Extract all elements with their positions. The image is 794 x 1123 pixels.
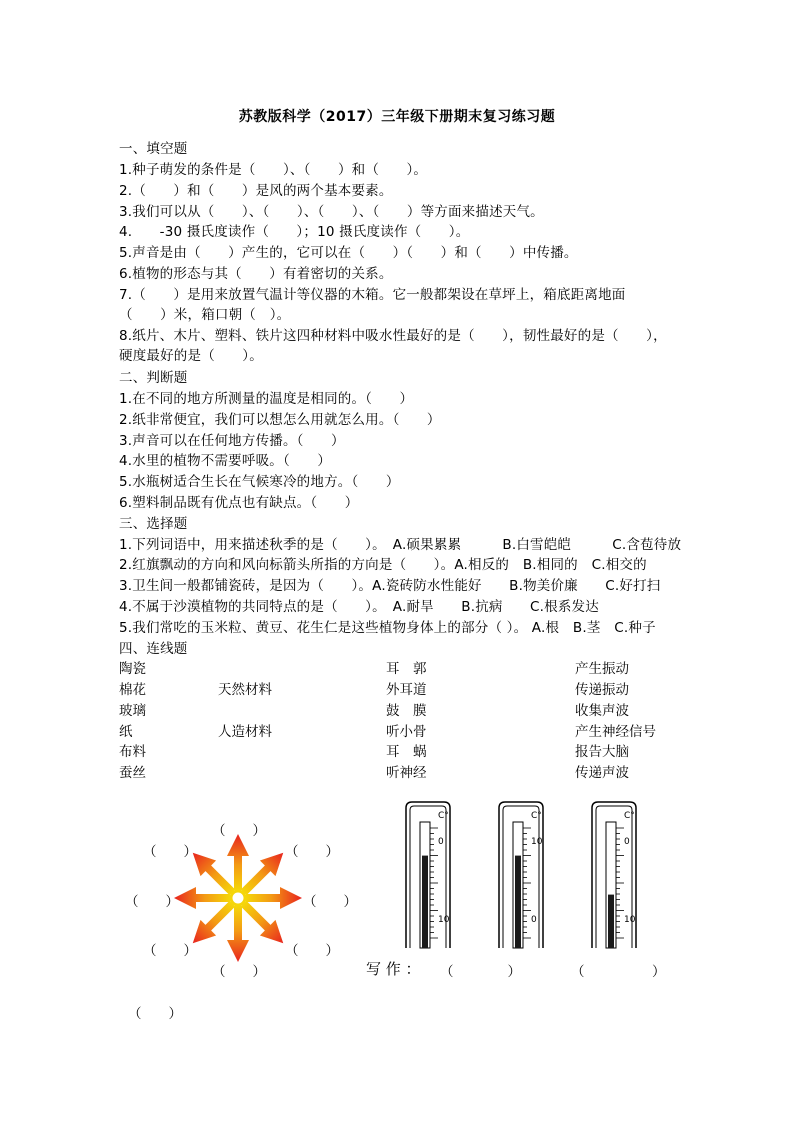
thermometer-2 [497, 800, 545, 950]
ear-function: 传递振动 [575, 682, 629, 698]
ear-part: 听小骨 [386, 724, 427, 740]
fill-item-8-cont: 硬度最好的是（ ）。 [119, 348, 263, 364]
judge-item-2: 2.纸非常便宜，我们可以想怎么用就怎么用。（ ） [119, 412, 441, 428]
mercury-column [422, 856, 428, 948]
fill-item-8: 8.纸片、木片、塑料、铁片这四种材料中吸水性最好的是（ ），韧性最好的是（ ）， [119, 328, 667, 344]
material-item: 布料 [119, 744, 146, 760]
choice-item-3: 3.卫生间一般都铺瓷砖，是因为（ ）。A.瓷砖防水性能好 B.物美价廉 C.好打扫 [119, 578, 661, 594]
choice-heading: 三、选择题 [119, 516, 188, 532]
fill-item-1: 1.种子萌发的条件是（ ）、（ ）和（ ）。 [119, 162, 428, 178]
thermometer-1 [404, 800, 452, 950]
mercury-column [515, 856, 521, 948]
tick-label: 0 [438, 837, 444, 847]
thermometer-3 [590, 800, 638, 950]
blank-paren: （ ） [285, 943, 339, 959]
tick-label: 10 [531, 837, 543, 847]
ear-function: 传递声波 [575, 765, 629, 781]
ear-function: 产生神经信号 [575, 724, 656, 740]
blank-paren: （ ） [125, 894, 179, 910]
fill-item-7-cont: （ ）米，箱口朝（ ）。 [119, 307, 291, 323]
mercury-column [608, 895, 614, 948]
material-item: 蚕丝 [119, 765, 146, 781]
tick-label: 0 [531, 915, 537, 925]
ear-function: 收集声波 [575, 703, 629, 719]
judge-item-4: 4.水里的植物不需要呼吸。（ ） [119, 453, 332, 469]
choice-item-5: 5.我们常吃的玉米粒、黄豆、花生仁是这些植物身体上的部分（ ）。 A.根 B.茎 C.种子 [119, 620, 656, 636]
blank-paren: （ ） [143, 844, 197, 860]
fill-item-4: 4. -30 摄氏度读作（ ）；10 摄氏度读作（ ）。 [119, 224, 470, 240]
wind-arrow [174, 887, 230, 909]
choice-item-2: 2.红旗飘动的方向和风向标箭头所指的方向是（ ）。A.相反的 B.相同的 C.相交的 [119, 557, 647, 573]
wind-arrow [246, 887, 302, 909]
write-label: 写 作 ： [366, 960, 421, 978]
material-item: 陶瓷 [119, 661, 146, 677]
tick-label: 0 [624, 837, 630, 847]
blank-paren: （ ） [212, 823, 266, 839]
unit-label: C° [531, 811, 542, 821]
blank-paren: （ ） [303, 894, 357, 910]
fill-item-6: 6.植物的形态与其（ ）有着密切的关系。 [119, 266, 393, 282]
wind-arrow [227, 834, 249, 890]
judge-heading: 二、判断题 [119, 370, 188, 386]
ear-part: 耳 蜗 [386, 744, 427, 760]
blank-paren: （ ） [212, 964, 266, 980]
ear-function: 产生振动 [575, 661, 629, 677]
blank-paren: （ ） [285, 844, 339, 860]
material-item: 玻璃 [119, 703, 146, 719]
tick-label: 10 [438, 915, 450, 925]
unit-label: C° [624, 811, 635, 821]
write-blank-1: （ ） [440, 964, 521, 980]
ear-part: 外耳道 [386, 682, 427, 698]
ear-function: 报告大脑 [575, 744, 629, 760]
ear-part: 听神经 [386, 765, 427, 781]
tick-label: 10 [624, 915, 636, 925]
material-type: 天然材料 [218, 682, 272, 698]
judge-item-5: 5.水瓶树适合生长在气候寒冷的地方。（ ） [119, 474, 400, 490]
unit-label: C° [438, 811, 449, 821]
material-type: 人造材料 [218, 724, 272, 740]
fill-item-2: 2.（ ）和（ ）是风的两个基本要素。 [119, 183, 393, 199]
judge-item-6: 6.塑料制品既有优点也有缺点。（ ） [119, 495, 359, 511]
fill-heading: 一、填空题 [119, 141, 188, 157]
wind-arrow [227, 906, 249, 962]
choice-item-1: 1.下列词语中，用来描述秋季的是（ ）。 A.硕果累累 B.白雪皑皑 C.含苞待放 [119, 537, 682, 553]
judge-item-1: 1.在不同的地方所测量的温度是相同的。（ ） [119, 391, 414, 407]
material-item: 纸 [119, 724, 133, 740]
fill-item-3: 3.我们可以从（ ）、（ ）、（ ）、（ ）等方面来描述天气。 [119, 204, 544, 220]
judge-item-3: 3.声音可以在任何地方传播。（ ） [119, 433, 345, 449]
wind-center [231, 891, 245, 905]
write-blank-2: （ ） [571, 964, 666, 980]
fill-item-5: 5.声音是由（ ）产生的，它可以在（ ）（ ）和（ ）中传播。 [119, 245, 578, 261]
fill-item-7: 7.（ ）是用来放置气温计等仪器的木箱。它一般都架设在草坪上，箱底距离地面 [119, 287, 626, 303]
material-item: 棉花 [119, 682, 146, 698]
choice-item-4: 4.不属于沙漠植物的共同特点的是（ ）。 A.耐旱 B.抗病 C.根系发达 [119, 599, 599, 615]
ear-part: 鼓 膜 [386, 703, 427, 719]
match-heading: 四、连线题 [119, 641, 188, 657]
blank-paren: （ ） [143, 943, 197, 959]
page-title: 苏教版科学（2017）三年级下册期末复习练习题 [238, 109, 556, 125]
blank-paren: （ ） [128, 1006, 182, 1022]
ear-part: 耳 郭 [386, 661, 427, 677]
